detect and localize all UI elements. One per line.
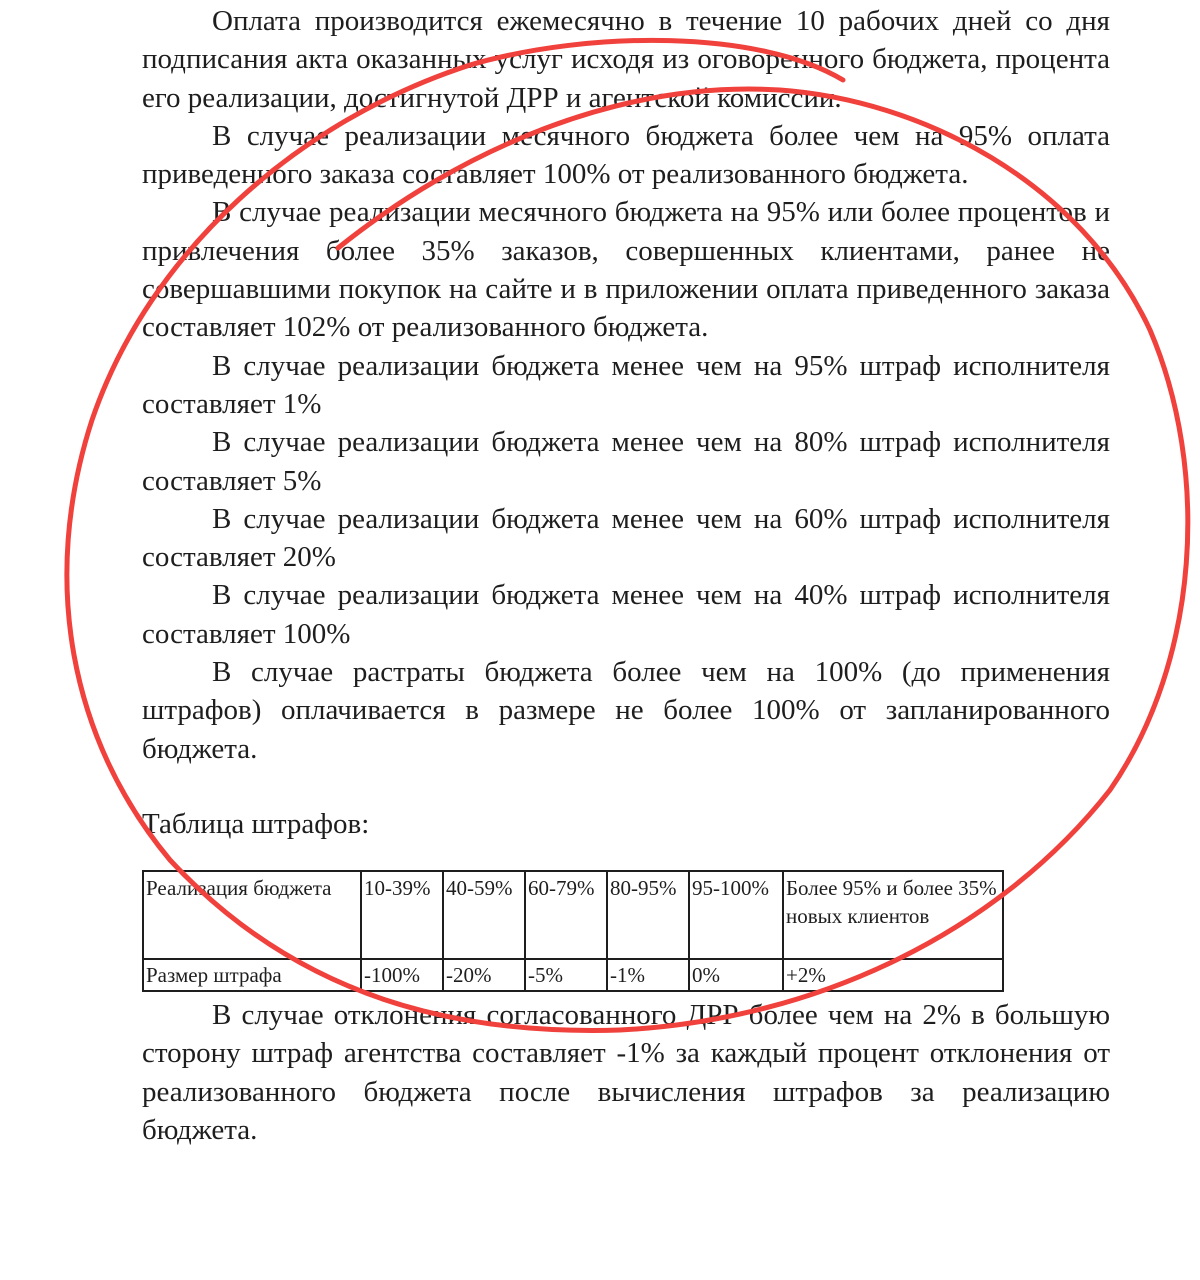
paragraph-overspend: В случае растраты бюджета более чем на 100% (до применения штрафов) оплачивается в размере не более 100% от запланированного бюджета. xyxy=(142,656,1110,765)
paragraph-penalty-60: В случае реализации бюджета менее чем на 60% штраф исполнителя составляет 20% xyxy=(142,502,1110,574)
table-row xyxy=(143,959,1003,991)
table-cell: 80-95% xyxy=(607,871,689,959)
document-page xyxy=(142,0,1110,1149)
table-cell: -20% xyxy=(443,959,525,991)
paragraph-new-clients-bonus: В случае реализации месячного бюджета на 95% или более процентов и привлечения более 35% заказов, совершенных клиентами, ранее не совершавшими покупок на сайте и в приложении оплата приведенного заказа составляет 102% от реализованного бюджета. xyxy=(142,196,1110,344)
paragraph-over-95: В случае реализации месячного бюджета более чем на 95% оплата приведенного заказа составляет 100% от реализованного бюджета. xyxy=(142,119,1110,191)
table-cell: Более 95% и более 35% новых клиентов xyxy=(783,871,1003,959)
table-cell: 0% xyxy=(689,959,783,991)
table-title: Таблица штрафов: xyxy=(142,807,370,840)
paragraph-penalty-40: В случае реализации бюджета менее чем на 40% штраф исполнителя составляет 100% xyxy=(142,579,1110,650)
table-row xyxy=(143,871,1003,959)
table-cell: 40-59% xyxy=(443,871,525,959)
table-cell: Реализация бюджета xyxy=(143,871,361,959)
table-cell: 10-39% xyxy=(361,871,443,959)
table-cell: +2% xyxy=(783,959,1003,991)
paragraph-drr-deviation: В случае отклонения согласованного ДРР более чем на 2% в большую сторону штраф агентства составляет -1% за каждый процент отклонения от реализованного бюджета после вычисления штрафов за реализацию бюджета. xyxy=(142,998,1110,1146)
table-cell: 95-100% xyxy=(689,871,783,959)
paragraph-penalty-95: В случае реализации бюджета менее чем на 95% штраф исполнителя составляет 1% xyxy=(142,349,1110,420)
penalty-table xyxy=(142,870,1004,992)
table-cell: 60-79% xyxy=(525,871,607,959)
paragraph-penalty-80: В случае реализации бюджета менее чем на 80% штраф исполнителя составляет 5% xyxy=(142,426,1110,497)
table-cell: -100% xyxy=(361,959,443,991)
table-cell: -1% xyxy=(607,959,689,991)
table-cell: Размер штрафа xyxy=(143,959,361,991)
table-cell: -5% xyxy=(525,959,607,991)
paragraph-payment-terms: Оплата производится ежемесячно в течение 10 рабочих дней со дня подписания акта оказанных услуг исходя из оговоренного бюджета, процента его реализации, достигнутой ДРР и агентской комиссии. xyxy=(142,5,1110,114)
